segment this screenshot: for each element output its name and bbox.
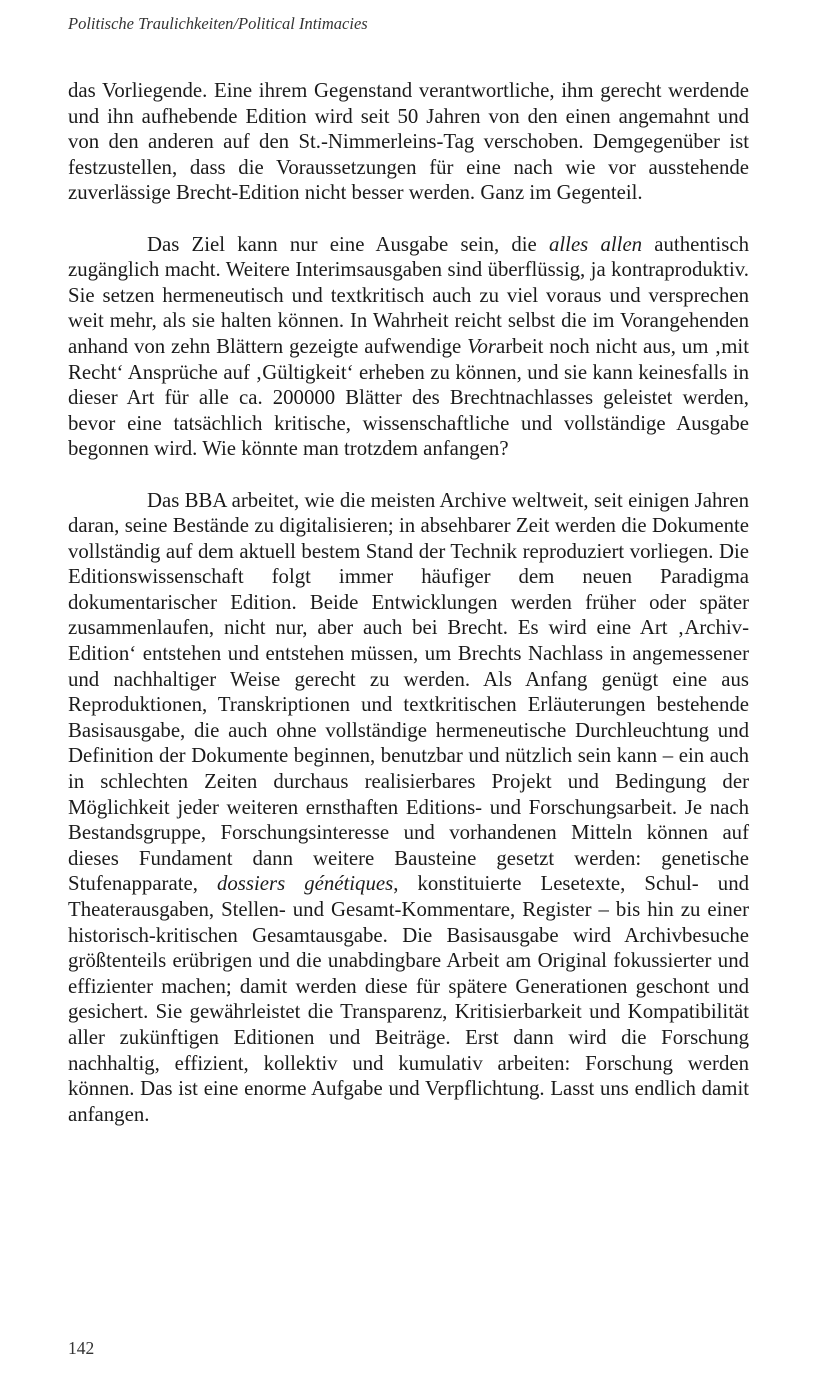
paragraph-text: arbeit noch nicht aus, um ‚mit Recht‘ Ansprüche auf ‚Gültigkeit‘ erheben zu können, und sie kann keinesfalls in dieser Art für alle ca. 200000 Blätter des Brechtnachlasses geleistet werden, bevor eine tatsächlich kritische, wissenschaftliche und vollständige Ausgabe begonnen wird. Wie könnte man trotzdem anfangen? — [68, 334, 749, 461]
paragraph-text: , konstituierte Lesetexte, Schul- und Theaterausgaben, Stellen- und Gesamt-Kommentare, Register – bis hin zu einer historisch-kritischen Gesamtausgabe. Die Basisausgabe wird Archivbesuche größtenteils erübrigen und die unabdingbare Arbeit am Original fokussierter und effizienter machen; damit werden diese für spätere Generationen geschont und gesichert. Sie gewährleistet die Transparenz, Kritisierbarkeit und Kompatibilität aller zukünftigen Editionen und Beiträge. Erst dann wird die Forschung nachhaltig, effizient, kollektiv und kumulativ arbeiten: Forschung werden können. Das ist eine enorme Aufgabe und Verpflichtung. Lasst uns endlich damit anfangen. — [68, 872, 749, 1126]
paragraph-text: Das Ziel kann nur eine Ausgabe sein, die — [147, 232, 549, 256]
body-text — [68, 78, 749, 1127]
emphasis-alles-allen: alles allen — [549, 232, 643, 256]
running-header: Politische Traulichkeiten/Political Intimacies — [68, 14, 368, 33]
paragraph-text: Das BBA arbeitet, wie die meisten Archive weltweit, seit einigen Jahren daran, seine Bestände zu digitalisieren; in absehbarer Zeit werden die Dokumente vollständig auf dem aktuell bestem Stand der Technik reproduziert vorliegen. Die Editionswissenschaft folgt immer häufiger dem neuen Paradigma dokumentarischer Edition. Beide Entwicklungen werden früher oder später zusammenlaufen, nicht nur, aber auch bei Brecht. Es wird eine Art ‚Archiv-Edition‘ entstehen und entstehen müssen, um Brechts Nachlass in angemessener und nachhaltiger Weise gerecht zu werden. Als Anfang genügt eine aus Reproduktionen, Transkriptionen und textkritischen Erläuterungen bestehende Basisausgabe, die auch ohne vollständige hermeneutische Durchleuchtung und Definition der Dokumente beginnen, benutzbar und nützlich sein kann – ein auch in schlechten Zeiten durchaus realisierbares Projekt und Bedingung der Möglichkeit jeder weiteren ernsthaften Editions- und Forschungsarbeit. Je nach Bestandsgruppe, Forschungsinteresse und vorhandenen Mitteln können auf dieses Fundament dann weitere Bausteine gesetzt werden: genetische Stufenapparate, — [68, 488, 749, 896]
paragraph-3 — [68, 488, 749, 1128]
emphasis-dossiers-genetiques: dossiers génétiques — [217, 872, 394, 896]
page-number: 142 — [68, 1338, 95, 1358]
emphasis-vor: Vor — [467, 334, 497, 358]
paragraph-text: das Vorliegende. Eine ihrem Gegenstand verantwortliche, ihm gerecht werdende und ihn aufhebende Edition wird seit 50 Jahren von den einen angemahnt und von den anderen auf den St.-Nimmerleins-Tag verschoben. Demgegenüber ist festzustellen, dass die Voraussetzungen für eine nach wie vor ausstehende zuverlässige Brecht-Edition nicht besser werden. Ganz im Gegenteil. — [68, 79, 749, 205]
paragraph-1 — [68, 78, 749, 206]
paragraph-text: authentisch zugänglich macht. Weitere Interimsausgaben sind überflüssig, ja kontraproduktiv. Sie setzen hermeneutisch und textkritisch auch zu viel voraus und versprechen weit mehr, als sie halten können. In Wahrheit reicht selbst die im Vorangehenden anhand von zehn Blättern gezeigte aufwendige — [68, 232, 749, 358]
paragraph-2 — [68, 232, 749, 462]
